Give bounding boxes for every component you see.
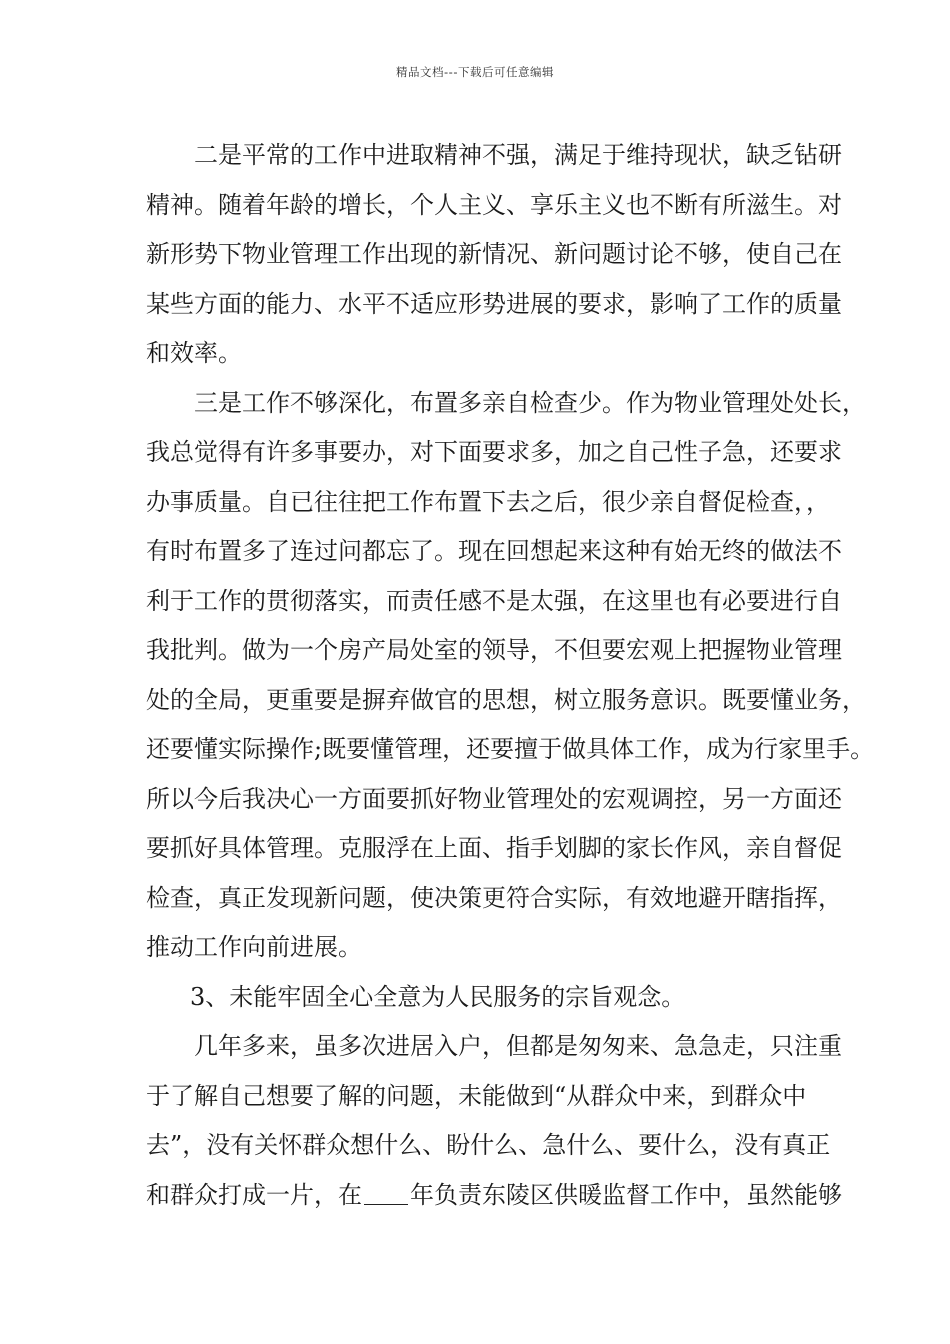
paragraph-line: 办事质量。自已往往把工作布置下去之后，很少亲自督促检查，， <box>146 487 830 516</box>
fill-in-blank <box>364 1186 408 1205</box>
page-header: 精品文档---下载后可任意编辑 <box>396 65 554 79</box>
paragraph-line: 检查，真正发现新问题，使决策更符合实际，有效地避开瞎指挥， <box>146 883 842 912</box>
paragraph-line: 去”，没有关怀群众想什么、盼什么、急什么、要什么，没有真正 <box>146 1131 831 1159</box>
paragraph-line: 我总觉得有许多事要办，对下面要求多，加之自己性子急，还要求 <box>146 438 842 466</box>
document-body <box>146 131 875 1220</box>
paragraph-line: 有时布置多了连过问都忘了。现在回想起来这种有始无终的做法不 <box>146 537 842 565</box>
paragraph-line: 精神。随着年龄的增长，个人主义、享乐主义也不断有所滋生。对 <box>146 190 842 219</box>
paragraph-line: 还要懂实际操作;既要懂管理，还要擅于做具体工作，成为行家里手。 <box>146 735 875 763</box>
paragraph-line: 要抓好具体管理。克服浮在上面、指手划脚的家长作风，亲自督促 <box>146 834 842 862</box>
paragraph-line: 和效率。 <box>146 339 242 367</box>
paragraph-line <box>146 1171 842 1221</box>
line-text-after-blank: 年负责东陵区供暖监督工作中，虽然能够 <box>410 1180 842 1209</box>
paragraph-line: 处的全局，更重要是摒弃做官的思想，树立服务意识。既要懂业务， <box>146 685 866 714</box>
paragraph-line: 所以今后我决心一方面要抓好物业管理处的宏观调控，另一方面还 <box>146 784 842 813</box>
line-text-before-blank: 和群众打成一片，在 <box>146 1180 362 1209</box>
paragraph-line: 某些方面的能力、水平不适应形势进展的要求，影响了工作的质量 <box>146 289 842 318</box>
paragraph-line: 二是平常的工作中进取精神不强，满足于维持现状，缺乏钻研 <box>194 141 842 169</box>
paragraph-line: 利于工作的贯彻落实，而责任感不是太强，在这里也有必要进行自 <box>146 586 842 615</box>
paragraph-line: 我批判。做为一个房产局处室的领导，不但要宏观上把握物业管理 <box>146 636 842 664</box>
paragraph-line: 三是工作不够深化，布置多亲自检查少。作为物业管理处处长， <box>194 388 866 417</box>
paragraph-line: 几年多来，虽多次进居入户，但都是匆匆来、急急走，只注重 <box>194 1032 842 1060</box>
paragraph-line: 于了解自己想要了解的问题，未能做到“从群众中来，到群众中 <box>146 1081 807 1110</box>
paragraph-line: 推动工作向前进展。 <box>146 933 362 961</box>
paragraph-line: 新形势下物业管理工作出现的新情况、新问题讨论不够，使自己在 <box>146 240 842 268</box>
section-heading: 3、未能牢固全心全意为人民服务的宗旨观念。 <box>190 982 686 1011</box>
